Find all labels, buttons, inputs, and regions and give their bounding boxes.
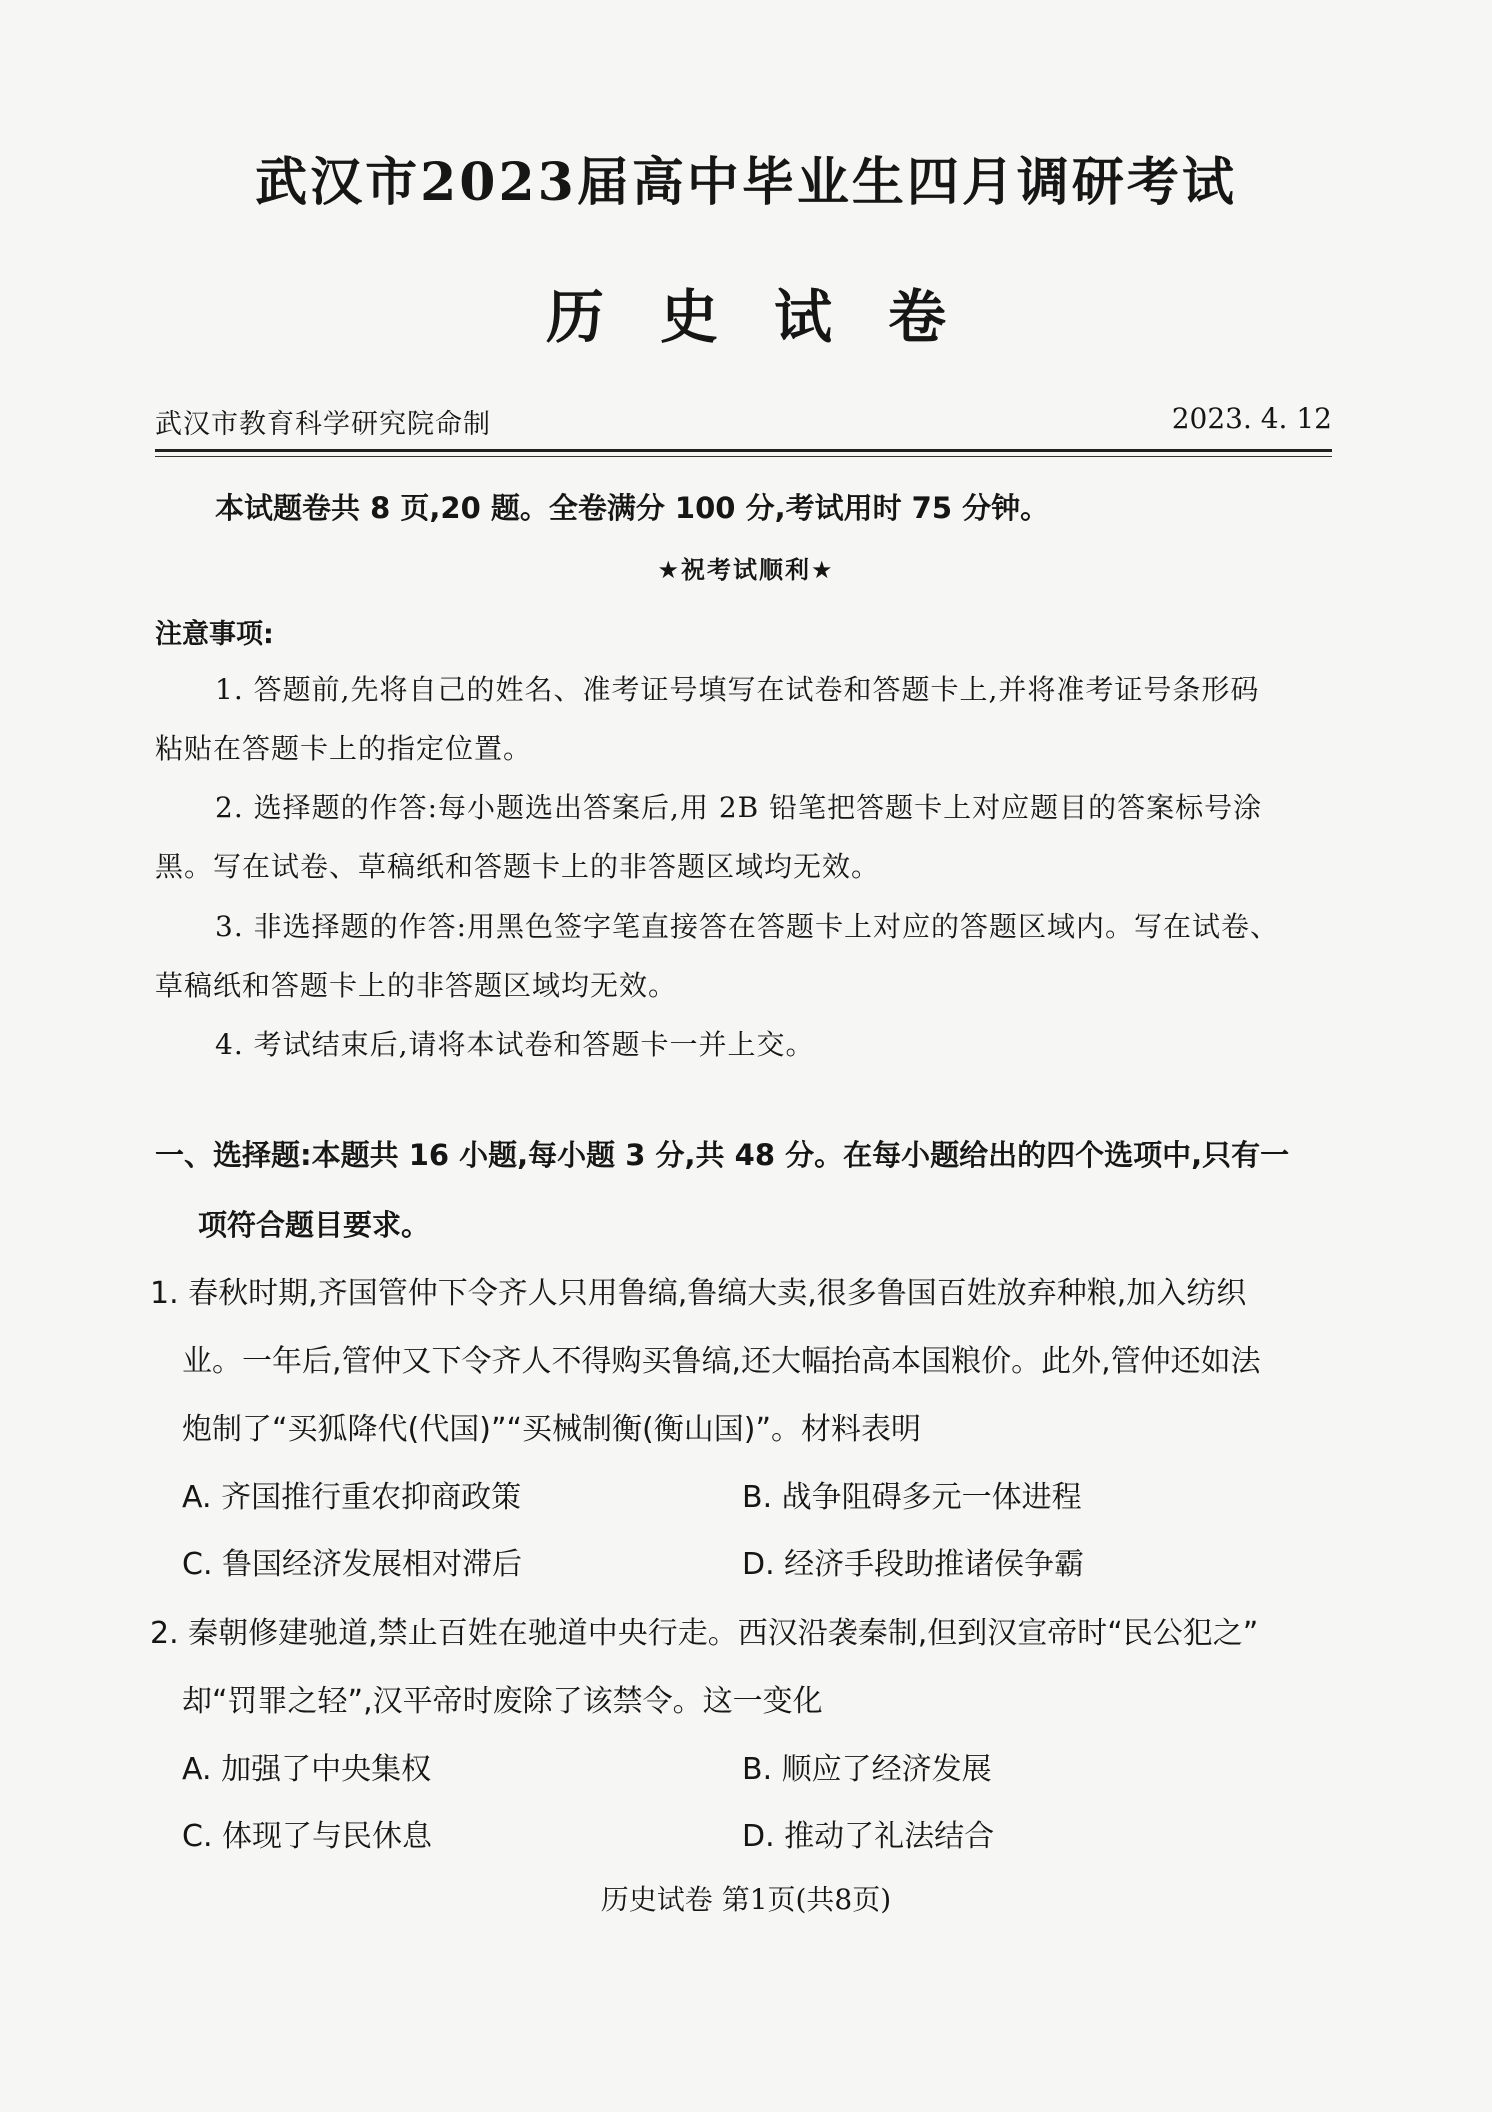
notice-1-line-1: 1. 答题前,先将自己的姓名、准考证号填写在试卷和答题卡上,并将准考证号条形码 xyxy=(215,673,1260,706)
page-footer: 历史试卷 第1页(共8页) xyxy=(600,1883,892,1916)
notice-2-line-1: 2. 选择题的作答:每小题选出答案后,用 2B 铅笔把答题卡上对应题目的答案标号涂 xyxy=(215,791,1263,824)
exam-overview: 本试题卷共 8 页,20 题。全卷满分 100 分,考试用时 75 分钟。 xyxy=(215,491,1050,525)
header-divider-thick xyxy=(155,449,1332,452)
notices-heading: 注意事项: xyxy=(155,619,274,650)
subject-title: 历史试卷 xyxy=(545,283,1002,351)
section-header-line-2: 项符合题目要求。 xyxy=(198,1208,431,1242)
notice-3-line-1: 3. 非选择题的作答:用黑色签字笔直接答在答题卡上对应的答题区域内。写在试卷、 xyxy=(215,910,1280,943)
question-2-line-1: 2. 秦朝修建驰道,禁止百姓在驰道中央行走。西汉沿袭秦制,但到汉宣帝时“民公犯之” xyxy=(150,1616,1259,1651)
question-2-option-b: B. 顺应了经济发展 xyxy=(742,1752,992,1787)
question-1-option-d: D. 经济手段助推诸侯争霸 xyxy=(742,1547,1085,1582)
exam-date: 2023. 4. 12 xyxy=(1171,402,1332,435)
question-1-option-c: C. 鲁国经济发展相对滞后 xyxy=(182,1547,523,1582)
exam-title: 武汉市2023届高中毕业生四月调研考试 xyxy=(255,152,1237,213)
question-1-line-3: 炮制了“买狐降代(代国)”“买械制衡(衡山国)”。材料表明 xyxy=(182,1412,921,1447)
good-luck-banner: ★祝考试顺利★ xyxy=(657,556,835,584)
notice-3-line-2: 草稿纸和答题卡上的非答题区域均无效。 xyxy=(155,969,678,1002)
question-1-line-1: 1. 春秋时期,齐国管仲下令齐人只用鲁缟,鲁缟大卖,很多鲁国百姓放弃种粮,加入纺织 xyxy=(150,1276,1247,1311)
question-2-option-d: D. 推动了礼法结合 xyxy=(742,1819,995,1854)
question-2-option-c: C. 体现了与民休息 xyxy=(182,1819,433,1854)
question-2-option-a: A. 加强了中央集权 xyxy=(182,1752,432,1787)
question-1-option-a: A. 齐国推行重农抑商政策 xyxy=(182,1480,522,1515)
issuer-label: 武汉市教育科学研究院命制 xyxy=(155,409,491,440)
header-divider-thin xyxy=(155,456,1332,457)
question-2-line-2: 却“罚罪之轻”,汉平帝时废除了该禁令。这一变化 xyxy=(182,1684,823,1719)
section-header-line-1: 一、选择题:本题共 16 小题,每小题 3 分,共 48 分。在每小题给出的四个选项中,只有一 xyxy=(155,1138,1290,1172)
notice-2-line-2: 黑。写在试卷、草稿纸和答题卡上的非答题区域均无效。 xyxy=(155,850,881,883)
question-1-line-2: 业。一年后,管仲又下令齐人不得购买鲁缟,还大幅抬高本国粮价。此外,管仲还如法 xyxy=(182,1344,1261,1379)
question-1-option-b: B. 战争阻碍多元一体进程 xyxy=(742,1480,1082,1515)
notice-4-line-1: 4. 考试结束后,请将本试卷和答题卡一并上交。 xyxy=(215,1028,815,1061)
notice-1-line-2: 粘贴在答题卡上的指定位置。 xyxy=(155,732,533,765)
